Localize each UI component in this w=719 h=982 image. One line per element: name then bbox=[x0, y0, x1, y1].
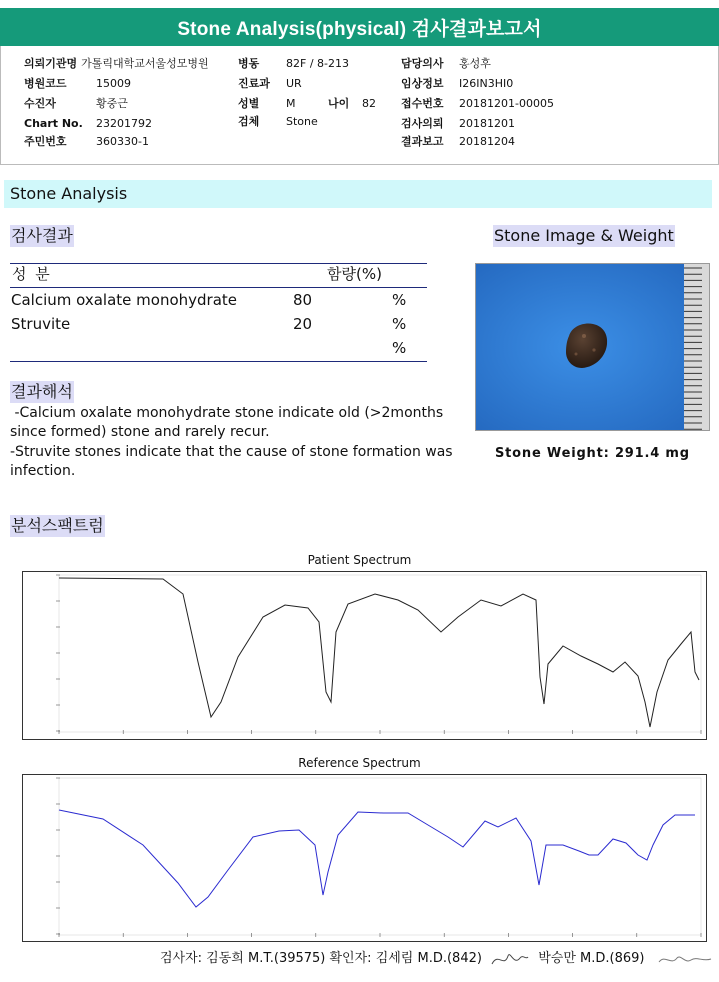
stone-weight: Stone Weight: 291.4 mg bbox=[495, 446, 690, 461]
reference-spectrum-svg bbox=[23, 775, 706, 941]
info-receipt-no: 접수번호 20181201-00005 bbox=[401, 97, 554, 110]
results-heading: 검사결과 bbox=[11, 226, 73, 245]
info-patient: 수진자 황중근 bbox=[24, 97, 128, 110]
section-band: Stone Analysis bbox=[4, 180, 712, 208]
info-chart-no: Chart No. 23201792 bbox=[24, 117, 152, 130]
stone-photo-drawing bbox=[476, 264, 709, 430]
result-unit: % bbox=[392, 291, 407, 309]
patient-info-header bbox=[0, 46, 719, 165]
signature-mark bbox=[490, 948, 530, 970]
result-unit: % bbox=[392, 339, 407, 357]
col-header-content: 함량(%) bbox=[327, 265, 382, 283]
table-header-rule bbox=[10, 287, 427, 288]
stone-photo bbox=[475, 263, 710, 431]
info-ward: 병동 82F / 8-213 bbox=[238, 57, 349, 70]
interpretation-heading: 결과해석 bbox=[11, 382, 73, 401]
reference-spectrum-title: Reference Spectrum bbox=[298, 756, 421, 770]
footer-inspectors: 검사자: 김동희 M.T.(39575) 확인자: 김세림 M.D.(842) bbox=[160, 951, 482, 966]
info-report-date: 결과보고 20181204 bbox=[401, 135, 515, 148]
spectrum-heading: 분석스팩트럼 bbox=[11, 516, 104, 535]
signature-mark-2 bbox=[655, 948, 715, 970]
patient-spectrum-line bbox=[59, 578, 699, 727]
table-bottom-rule bbox=[10, 361, 427, 362]
info-specimen: 검체 Stone bbox=[238, 115, 318, 128]
patient-spectrum-title: Patient Spectrum bbox=[307, 553, 412, 567]
info-department: 진료과 UR bbox=[238, 77, 302, 90]
reference-spectrum-plot bbox=[22, 774, 707, 942]
result-unit: % bbox=[392, 315, 407, 333]
col-header-component: 성 분 bbox=[12, 265, 52, 283]
info-request-date: 검사의뢰 20181201 bbox=[401, 117, 515, 130]
info-age: 나이 82 bbox=[328, 97, 376, 110]
result-name: Struvite bbox=[11, 315, 71, 333]
result-name: Calcium oxalate monohydrate bbox=[11, 291, 238, 309]
reference-spectrum-line bbox=[59, 810, 695, 907]
patient-spectrum-svg bbox=[23, 572, 706, 739]
footer-approver: 박승만 M.D.(869) bbox=[538, 951, 645, 966]
info-institution: 의뢰기관명 가톨릭대학교서울성모병원 bbox=[24, 57, 209, 70]
stone-image-heading: Stone Image & Weight bbox=[494, 226, 674, 245]
patient-spectrum-plot bbox=[22, 571, 707, 740]
report-title: Stone Analysis(physical) 검사결과보고서 bbox=[0, 8, 719, 46]
footer-signatures bbox=[160, 947, 715, 970]
result-value: 20 bbox=[293, 315, 313, 333]
info-clinical: 임상정보 I26IN3HI0 bbox=[401, 77, 514, 90]
interpretation-line-1: -Calcium oxalate monohydrate stone indicate old (>2months since formed) stone and rarely recur. bbox=[10, 405, 448, 440]
info-sex: 성별 M bbox=[238, 97, 296, 110]
table-top-rule bbox=[10, 263, 427, 264]
info-doctor: 담당의사 홍성후 bbox=[401, 57, 491, 70]
result-value: 80 bbox=[293, 291, 313, 309]
info-id-number: 주민번호 360330-1 bbox=[24, 135, 149, 148]
info-hospital-code: 병원코드 15009 bbox=[24, 77, 131, 90]
interpretation-line-2: -Struvite stones indicate that the cause of stone formation was infection. bbox=[10, 444, 453, 479]
